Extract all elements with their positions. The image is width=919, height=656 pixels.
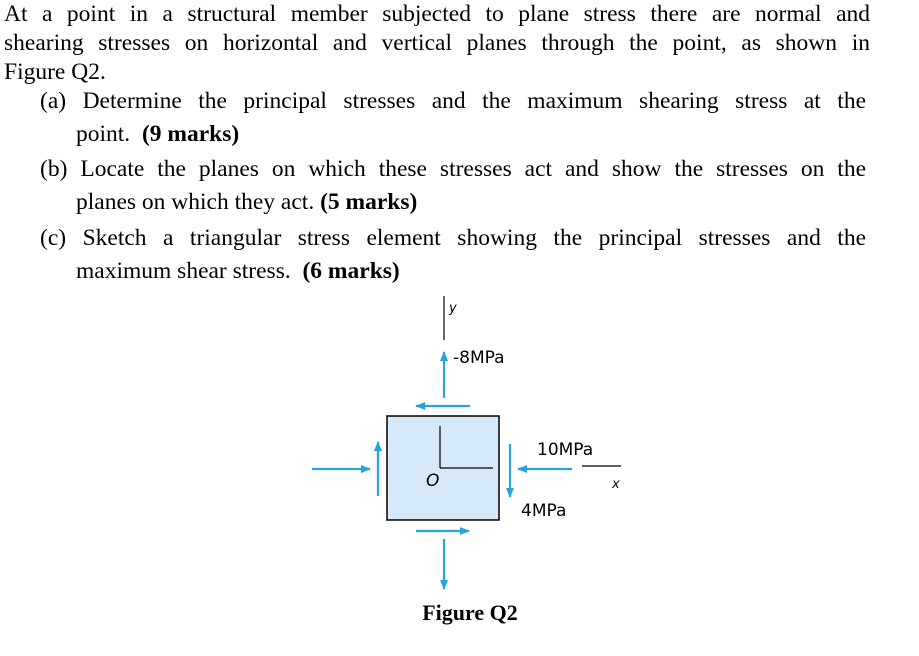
- question-c-marks: (6 marks): [302, 258, 400, 284]
- figure-caption: Figure Q2: [422, 600, 518, 625]
- question-b-text-1: Locate the planes on which these stresses act and show the stresses on the: [80, 156, 866, 182]
- origin-label: O: [426, 471, 440, 491]
- right-stress-label: 10MPa: [537, 440, 594, 460]
- y-axis-label: y: [449, 301, 457, 316]
- question-a-text-1: Determine the principal stresses and the maximum shearing stress at the: [82, 88, 866, 114]
- top-stress-label: -8MPa: [453, 348, 505, 368]
- question-b-text-2: planes on which they act.: [76, 189, 315, 215]
- question-c-label: (c): [40, 225, 67, 251]
- intro-line-1: At a point in a structural member subjected to plane stress there are normal and: [4, 1, 870, 27]
- question-b-marks: (5 marks): [320, 189, 418, 215]
- intro-line-3: Figure Q2.: [4, 59, 106, 85]
- x-axis-label: x: [612, 477, 620, 492]
- question-a-label: (a): [40, 88, 67, 114]
- intro-line-2: shearing stresses on horizontal and vertical planes through the point, as shown in: [4, 30, 870, 56]
- shear-stress-label: 4MPa: [521, 501, 567, 521]
- question-b-label: (b): [40, 156, 68, 182]
- question-a-marks: (9 marks): [141, 121, 240, 147]
- question-a-text-2: point.: [76, 121, 131, 147]
- question-c-text-2: maximum shear stress.: [76, 258, 291, 284]
- question-c-text-1: Sketch a triangular stress element showing the principal stresses and the: [82, 225, 867, 251]
